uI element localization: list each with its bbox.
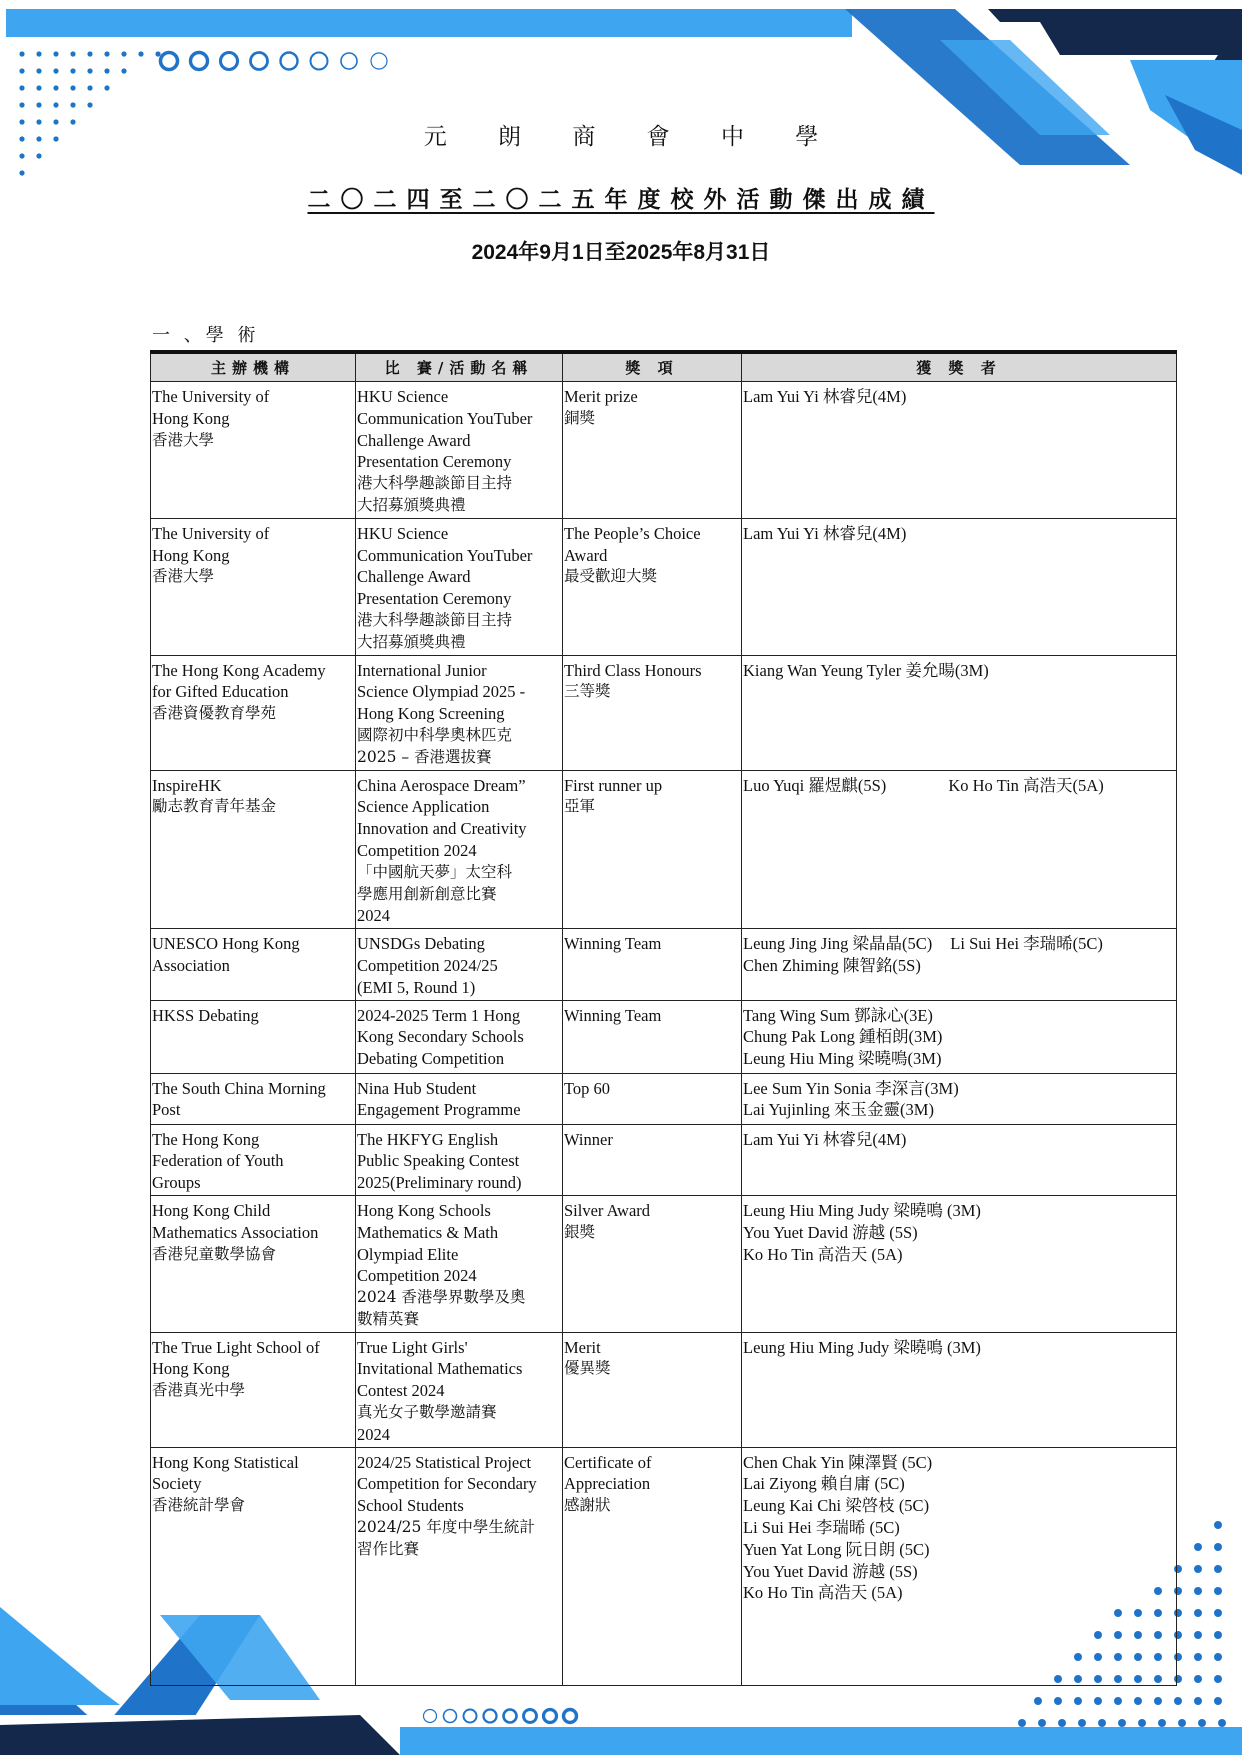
winners-line bbox=[743, 1473, 1176, 1495]
award-cell bbox=[563, 929, 742, 1000]
winners-line bbox=[743, 1026, 1176, 1048]
event-line: HKU Science bbox=[357, 523, 449, 543]
award-cell bbox=[563, 655, 742, 770]
award-line: Top 60 bbox=[564, 1078, 611, 1098]
event-line: 「中國航天夢」太空科 bbox=[357, 862, 513, 881]
winner-name: Chen Zhiming 陳智銘(5S) bbox=[743, 955, 921, 975]
organizer-line: 勵志教育青年基金 bbox=[152, 797, 277, 816]
winner-name: Lam Yui Yi 林睿兒(4M) bbox=[743, 1129, 907, 1149]
organizer-line: Association bbox=[152, 955, 230, 975]
winners-line bbox=[743, 1337, 1176, 1359]
event-cell bbox=[356, 1124, 563, 1195]
winner-name: Lee Sum Yin Sonia 李深言(3M) bbox=[743, 1078, 959, 1098]
award-cell bbox=[563, 1332, 742, 1447]
winner-name: Ko Ho Tin 高浩天 (5A) bbox=[743, 1244, 903, 1264]
event-line: 國際初中科學奧林匹克 bbox=[357, 725, 513, 744]
event-cell bbox=[356, 770, 563, 929]
event-line: Contest 2024 bbox=[357, 1381, 445, 1401]
award-cell bbox=[563, 1195, 742, 1332]
event-cell bbox=[356, 1000, 563, 1073]
event-line: 學應用創新創意比賽 bbox=[357, 884, 497, 903]
organizer-line: The Hong Kong bbox=[152, 1129, 260, 1149]
table-row bbox=[151, 1332, 1177, 1447]
winners-line bbox=[743, 775, 1176, 797]
organizer-line: The University of bbox=[152, 387, 270, 406]
event-line: Challenge Award bbox=[357, 567, 471, 587]
organizer-line: for Gifted Education bbox=[152, 682, 289, 702]
event-line: Kong Secondary Schools bbox=[357, 1027, 524, 1047]
winners-cell bbox=[742, 518, 1177, 655]
award-line: 三等獎 bbox=[564, 682, 611, 701]
organizer-line: Hong Kong bbox=[152, 545, 230, 565]
event-line: International Junior bbox=[357, 660, 487, 680]
event-line: Communication YouTuber bbox=[357, 545, 533, 565]
event-line: 真光女子數學邀請賽 bbox=[357, 1403, 497, 1422]
event-line: Competition for Secondary bbox=[357, 1474, 537, 1494]
organizer-line: The True Light School of bbox=[152, 1337, 320, 1357]
event-cell bbox=[356, 929, 563, 1000]
event-line: HKU Science bbox=[357, 387, 449, 406]
organizer-cell bbox=[151, 1195, 356, 1332]
table-row bbox=[151, 770, 1177, 929]
date-range: 2024年9月1日至2025年8月31日 bbox=[471, 241, 771, 264]
winner-name: Leung Hiu Ming Judy 梁曉鳴 (3M) bbox=[743, 1200, 981, 1220]
table-row bbox=[151, 382, 1177, 519]
award-line: 優異獎 bbox=[564, 1359, 611, 1378]
top-ring-row bbox=[155, 47, 395, 77]
award-line: Merit bbox=[564, 1337, 601, 1357]
event-line: Public Speaking Contest bbox=[357, 1151, 520, 1171]
section-heading: 一 、學 術 bbox=[152, 325, 260, 346]
event-line: 港大科學趣談節目主持 bbox=[357, 474, 513, 493]
organizer-line: InspireHK bbox=[152, 775, 222, 795]
column-header-event: 比 賽/活動名稱 bbox=[356, 352, 563, 382]
winners-line bbox=[743, 1452, 1176, 1474]
winner-name: Li Sui Hei 李瑞晞 (5C) bbox=[743, 1518, 900, 1538]
organizer-cell bbox=[151, 1073, 356, 1124]
organizer-line: 香港統計學會 bbox=[152, 1496, 246, 1515]
winners-line bbox=[743, 660, 1176, 682]
event-line: Science Olympiad 2025 - bbox=[357, 682, 526, 702]
event-cell bbox=[356, 518, 563, 655]
winner-name: Chen Chak Yin 陳澤賢 (5C) bbox=[743, 1452, 933, 1472]
event-line: (EMI 5, Round 1) bbox=[357, 977, 476, 997]
organizer-line: Mathematics Association bbox=[152, 1222, 319, 1242]
winner-name: Luo Yuqi 羅煜麒(5S) bbox=[743, 775, 887, 795]
organizer-line: HKSS Debating bbox=[152, 1005, 259, 1025]
winners-line bbox=[743, 523, 1176, 545]
organizer-cell bbox=[151, 518, 356, 655]
column-header-organizer: 主辦機構 bbox=[151, 352, 356, 382]
award-line: Merit prize bbox=[564, 387, 638, 406]
event-cell bbox=[356, 1332, 563, 1447]
event-line: 數精英賽 bbox=[357, 1309, 420, 1328]
award-cell bbox=[563, 1000, 742, 1073]
organizer-line: 香港真光中學 bbox=[152, 1381, 246, 1400]
event-line: Competition 2024/25 bbox=[357, 955, 498, 975]
winners-line bbox=[743, 1539, 1176, 1561]
award-cell bbox=[563, 1447, 742, 1685]
report-title-text: 二〇二四至二〇二五年度校外活動傑出成績 bbox=[307, 186, 935, 213]
winners-line bbox=[743, 1005, 1176, 1027]
winners-cell bbox=[742, 1195, 1177, 1332]
table-row bbox=[151, 655, 1177, 770]
organizer-cell bbox=[151, 1332, 356, 1447]
organizer-line: 香港資優教育學苑 bbox=[152, 704, 277, 723]
event-line: The HKFYG English bbox=[357, 1129, 499, 1149]
winners-line bbox=[743, 1099, 1176, 1121]
event-line: Presentation Ceremony bbox=[357, 589, 512, 609]
award-line: 最受歡迎大獎 bbox=[564, 567, 658, 586]
winners-cell bbox=[742, 929, 1177, 1000]
organizer-line: Hong Kong Child bbox=[152, 1200, 271, 1220]
winner-name: You Yuet David 游越 (5S) bbox=[743, 1561, 918, 1581]
winner-name: Tang Wing Sum 鄧詠心(3E) bbox=[743, 1005, 933, 1025]
table-row bbox=[151, 1000, 1177, 1073]
event-line: 大招募頒獎典禮 bbox=[357, 632, 466, 651]
table-body bbox=[151, 382, 1177, 1686]
table-row bbox=[151, 1195, 1177, 1332]
winners-cell bbox=[742, 770, 1177, 929]
organizer-line: 香港大學 bbox=[152, 430, 215, 449]
column-header-winners: 獲 獎 者 bbox=[742, 352, 1177, 382]
winners-line bbox=[743, 1129, 1176, 1151]
organizer-cell bbox=[151, 382, 356, 519]
event-line: 2024 bbox=[357, 1424, 390, 1444]
organizer-line: Post bbox=[152, 1100, 181, 1120]
event-cell bbox=[356, 1195, 563, 1332]
table-row bbox=[151, 518, 1177, 655]
organizer-line: UNESCO Hong Kong bbox=[152, 934, 300, 954]
award-line: Silver Award bbox=[564, 1200, 651, 1220]
event-line: Mathematics & Math bbox=[357, 1222, 499, 1242]
table-header-row bbox=[151, 352, 1177, 382]
event-line: 2024 香港學界數學及奧 bbox=[357, 1288, 526, 1307]
award-line: Appreciation bbox=[564, 1474, 651, 1494]
event-line: Debating Competition bbox=[357, 1049, 505, 1069]
award-line: 銀獎 bbox=[564, 1222, 596, 1241]
organizer-line: 香港大學 bbox=[152, 567, 215, 586]
event-line: 2024-2025 Term 1 Hong bbox=[357, 1005, 521, 1025]
award-line: 銅獎 bbox=[564, 408, 596, 427]
event-line: Olympiad Elite bbox=[357, 1244, 459, 1264]
organizer-cell bbox=[151, 1124, 356, 1195]
organizer-line: Hong Kong bbox=[152, 1359, 230, 1379]
award-line: Certificate of bbox=[564, 1452, 652, 1472]
event-line: 2024/25 Statistical Project bbox=[357, 1452, 532, 1472]
column-header-award: 獎 項 bbox=[563, 352, 742, 382]
event-cell bbox=[356, 655, 563, 770]
organizer-cell bbox=[151, 1000, 356, 1073]
winner-name: Li Sui Hei 李瑞晞(5C) bbox=[950, 934, 1103, 954]
winners-cell bbox=[742, 1332, 1177, 1447]
winner-name: Leung Hiu Ming Judy 梁曉鳴 (3M) bbox=[743, 1337, 981, 1357]
report-title bbox=[0, 181, 1242, 214]
winners-line bbox=[743, 1561, 1176, 1583]
awards-table bbox=[150, 350, 1177, 1686]
event-line: 大招募頒獎典禮 bbox=[357, 495, 466, 514]
organizer-cell bbox=[151, 770, 356, 929]
event-cell bbox=[356, 1073, 563, 1124]
event-line: Communication YouTuber bbox=[357, 408, 533, 428]
event-line: 2024 bbox=[357, 906, 390, 926]
event-line: Hong Kong Screening bbox=[357, 704, 505, 724]
event-line: 港大科學趣談節目主持 bbox=[357, 610, 513, 629]
winner-name: Lai Ziyong 賴自庸 (5C) bbox=[743, 1474, 905, 1494]
winners-line bbox=[743, 933, 1176, 955]
award-line: First runner up bbox=[564, 775, 663, 795]
award-line: Winner bbox=[564, 1129, 613, 1149]
event-line: Competition 2024 bbox=[357, 1266, 477, 1286]
award-line: 亞軍 bbox=[564, 797, 596, 816]
award-line: Winning Team bbox=[564, 1005, 662, 1025]
organizer-cell bbox=[151, 929, 356, 1000]
winner-name: Leung Jing Jing 梁晶晶(5C) bbox=[743, 934, 933, 954]
event-line: Hong Kong Schools bbox=[357, 1200, 491, 1220]
event-cell bbox=[356, 382, 563, 519]
event-line: Nina Hub Student bbox=[357, 1078, 477, 1098]
winners-line bbox=[743, 1517, 1176, 1539]
winners-line bbox=[743, 1244, 1176, 1266]
event-line: 習作比賽 bbox=[357, 1539, 420, 1558]
award-line: Award bbox=[564, 545, 608, 565]
award-cell bbox=[563, 1124, 742, 1195]
event-line: Presentation Ceremony bbox=[357, 452, 512, 472]
event-line: 2025 – 香港選拔賽 bbox=[357, 747, 492, 766]
organizer-line: The University of bbox=[152, 523, 270, 543]
event-line: China Aerospace Dream” bbox=[357, 775, 526, 795]
organizer-line: Society bbox=[152, 1474, 202, 1494]
award-cell bbox=[563, 770, 742, 929]
bottom-ring-row bbox=[420, 1704, 600, 1730]
winner-name: Lai Yujinling 來玉金靈(3M) bbox=[743, 1100, 934, 1120]
organizer-line: The Hong Kong Academy bbox=[152, 660, 326, 680]
winners-line bbox=[743, 1582, 1176, 1604]
event-line: UNSDGs Debating bbox=[357, 934, 485, 954]
event-line: True Light Girls' bbox=[357, 1337, 468, 1357]
event-cell bbox=[356, 1447, 563, 1685]
event-line: 2024/25 年度中學生統計 bbox=[357, 1518, 535, 1537]
award-cell bbox=[563, 518, 742, 655]
event-line: 2025(Preliminary round) bbox=[357, 1173, 522, 1193]
table-row bbox=[151, 1073, 1177, 1124]
winners-cell bbox=[742, 382, 1177, 519]
top-decoration bbox=[0, 0, 1242, 200]
winner-name: Lam Yui Yi 林睿兒(4M) bbox=[743, 387, 907, 406]
table-row bbox=[151, 929, 1177, 1000]
winner-name: You Yuet David 游越 (5S) bbox=[743, 1222, 918, 1242]
winner-name: Ko Ho Tin 高浩天 (5A) bbox=[743, 1583, 903, 1603]
organizer-cell bbox=[151, 655, 356, 770]
event-line: Invitational Mathematics bbox=[357, 1359, 523, 1379]
organizer-cell bbox=[151, 1447, 356, 1685]
event-line: Science Application bbox=[357, 797, 490, 817]
winner-name: Leung Kai Chi 梁啓枝 (5C) bbox=[743, 1496, 930, 1516]
award-cell bbox=[563, 1073, 742, 1124]
event-line: Innovation and Creativity bbox=[357, 819, 527, 839]
event-line: Competition 2024 bbox=[357, 840, 477, 860]
winners-line bbox=[743, 1200, 1176, 1222]
award-cell bbox=[563, 382, 742, 519]
winner-name: Ko Ho Tin 高浩天(5A) bbox=[948, 775, 1104, 795]
organizer-line: Hong Kong Statistical bbox=[152, 1452, 299, 1472]
event-line: Challenge Award bbox=[357, 430, 471, 450]
organizer-line: Federation of Youth bbox=[152, 1151, 284, 1171]
organizer-line: The South China Morning bbox=[152, 1078, 326, 1098]
winners-cell bbox=[742, 1447, 1177, 1685]
table-row bbox=[151, 1447, 1177, 1685]
winners-line bbox=[743, 386, 1176, 408]
winner-name: Kiang Wan Yeung Tyler 姜允暘(3M) bbox=[743, 660, 989, 680]
winner-name: Yuen Yat Long 阮日朗 (5C) bbox=[743, 1539, 930, 1559]
award-line: The People’s Choice bbox=[564, 523, 701, 543]
event-line: Engagement Programme bbox=[357, 1100, 521, 1120]
school-name: 元 朗 商 會 中 學 bbox=[423, 124, 841, 150]
organizer-line: 香港兒童數學協會 bbox=[152, 1244, 277, 1263]
organizer-line: Hong Kong bbox=[152, 408, 230, 428]
organizer-line: Groups bbox=[152, 1173, 201, 1193]
winner-name: Chung Pak Long 鍾栢朗(3M) bbox=[743, 1027, 943, 1047]
winners-cell bbox=[742, 1073, 1177, 1124]
winners-cell bbox=[742, 1124, 1177, 1195]
winners-line bbox=[743, 1222, 1176, 1244]
winners-line bbox=[743, 1048, 1176, 1070]
table-row bbox=[151, 1124, 1177, 1195]
event-line: School Students bbox=[357, 1496, 464, 1516]
winners-line bbox=[743, 955, 1176, 977]
award-line: 感謝狀 bbox=[564, 1496, 611, 1515]
winners-line bbox=[743, 1495, 1176, 1517]
award-line: Third Class Honours bbox=[564, 660, 702, 680]
winner-name: Lam Yui Yi 林睿兒(4M) bbox=[743, 523, 907, 543]
winners-cell bbox=[742, 655, 1177, 770]
winners-cell bbox=[742, 1000, 1177, 1073]
winner-name: Leung Hiu Ming 梁曉鳴(3M) bbox=[743, 1049, 942, 1069]
award-line: Winning Team bbox=[564, 934, 662, 954]
winners-line bbox=[743, 1078, 1176, 1100]
